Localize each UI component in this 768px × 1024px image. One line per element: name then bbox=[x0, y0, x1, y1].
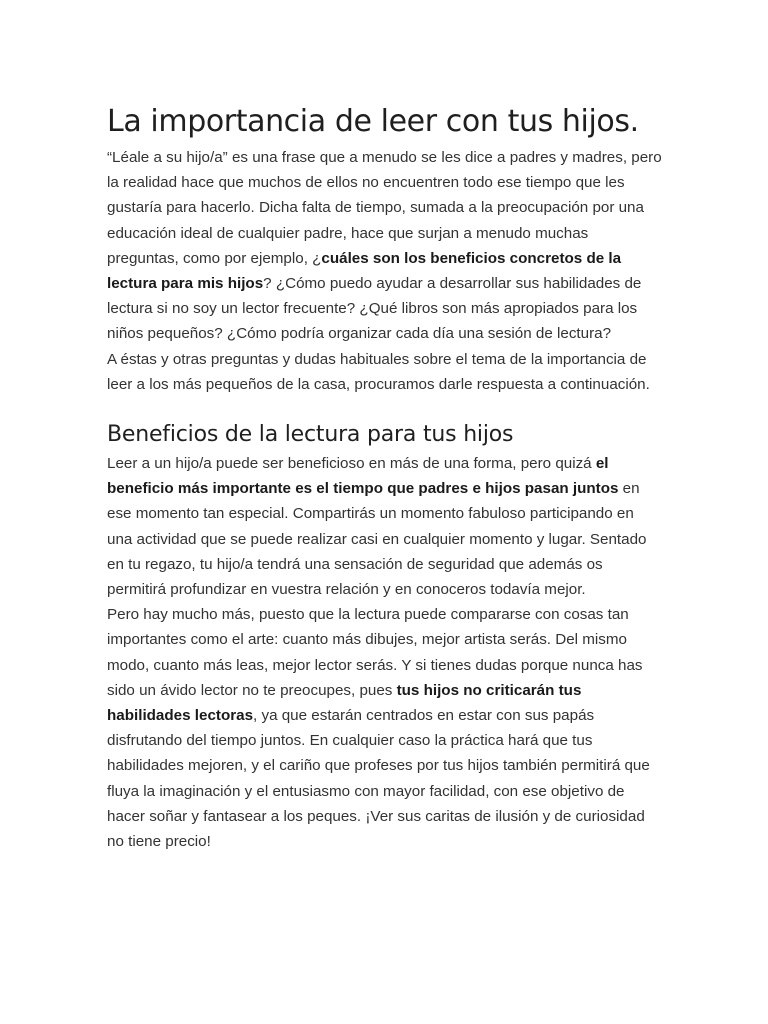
intro-paragraph-2: A éstas y otras preguntas y dudas habituales sobre el tema de la importancia de leer a los más pequeños de la casa, procuramos darle respuesta a continuación. bbox=[107, 350, 650, 393]
section-paragraph-2-text-a: Pero hay mucho más, puesto que la lectura puede compararse con cosas tan importantes como el arte: cuanto más dibujes, mejor artista serás. Del mismo modo, cuanto más leas, mejor lector serás. Y si tienes dudas porque nunca has sido un ávido lector no te preocupes, pues bbox=[107, 606, 643, 699]
section-paragraph-1-emphasis: el beneficio más importante es el tiempo que padres e hijos pasan juntos bbox=[107, 455, 619, 498]
section-paragraph-2 bbox=[107, 602, 663, 854]
section-paragraph-1-text-a: Leer a un hijo/a puede ser beneficioso en más de una forma, pero quizá bbox=[107, 455, 596, 473]
section-heading: Beneficios de la lectura para tus hijos bbox=[107, 422, 514, 448]
section-paragraph-1-text-b: en ese momento tan especial. Compartirás un momento fabuloso participando en una actividad que se puede realizar casi en cualquier momento y lugar. Sentado en tu regazo, tu hijo/a tendrá una sensación de seguridad que además os permitirá profundizar en vuestra relación y en conoceros todavía mejor. bbox=[107, 480, 647, 599]
section-paragraph-2-text-b: , ya que estarán centrados en estar con sus papás disfrutando del tiempo juntos. En cualquier caso la práctica hará que tus habilidades mejoren, y el cariño que profeses por tus hijos también permitirá que fluya la imaginación y el entusiasmo con mayor facilidad, con ese objetivo de hacer soñar y fantasear a los peques. ¡Ver sus caritas de ilusión y de curiosidad no tiene precio! bbox=[107, 707, 650, 851]
intro-paragraph-1-text-a: “Léale a su hijo/a” es una frase que a menudo se les dice a padres y madres, pero la realidad hace que muchos de ellos no encuentren todo ese tiempo que les gustaría para hacerlo. Dicha falta de tiempo, sumada a la preocupación por una educación ideal de cualquier padre, hace que surjan a menudo muchas preguntas, como por ejemplo, ¿ bbox=[107, 149, 662, 267]
intro-paragraph-1 bbox=[107, 145, 663, 347]
intro-paragraph-1-text-b: ? ¿Cómo puedo ayudar a desarrollar sus habilidades de lectura si no soy un lector frecuente? ¿Qué libros son más apropiados para los niños pequeños? ¿Cómo podría organizar cada día una sesión de lectura? bbox=[107, 275, 642, 343]
document-page bbox=[107, 100, 663, 854]
section-paragraph-2-emphasis: tus hijos no criticarán tus habilidades lectoras bbox=[107, 681, 582, 725]
page-title: La importancia de leer con tus hijos. bbox=[107, 104, 639, 139]
intro-paragraph-1-emphasis: cuáles son los beneficios concretos de la lectura para mis hijos bbox=[107, 249, 622, 293]
section-paragraph-1 bbox=[107, 451, 663, 602]
